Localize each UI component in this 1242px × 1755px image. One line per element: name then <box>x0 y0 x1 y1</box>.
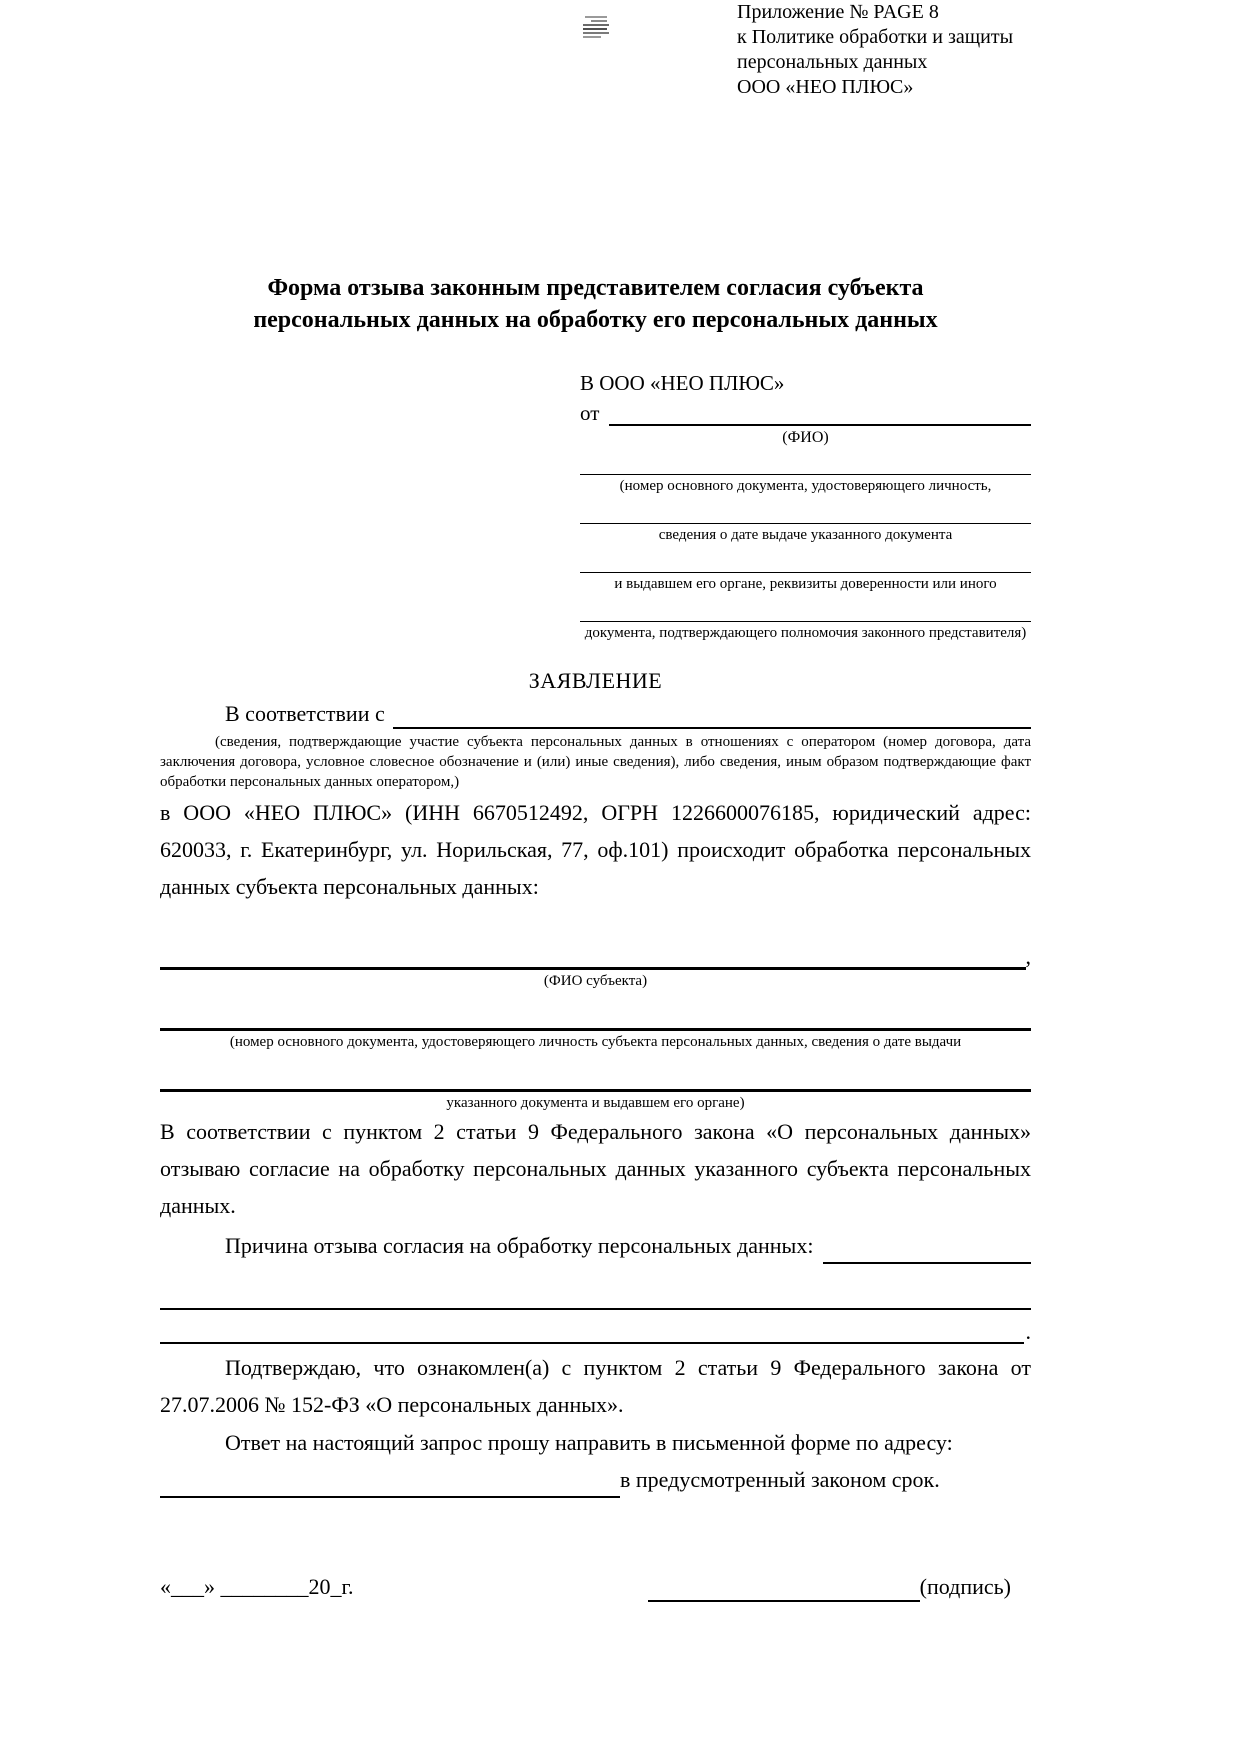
subject-fio-fill-line <box>160 932 1026 970</box>
reason-blank-line-1 <box>160 1276 1031 1310</box>
appendix-policy-line: к Политике обработки и защиты <box>737 26 1014 48</box>
reply-line-2-text: в предусмотренный законом срок. <box>620 1467 940 1492</box>
appendix-header <box>737 0 1037 100</box>
date-line: «___» ________20_г. <box>160 1574 354 1599</box>
subject-document-field <box>160 1005 1031 1052</box>
withdraw-paragraph: В соответствии с пунктом 2 статьи 9 Федерального закона «О персональных данных» отзываю согласие на обработку персональных данных указанного субъекта персональных данных. <box>160 1119 1031 1218</box>
statement-heading: ЗАЯВЛЕНИЕ <box>528 668 663 693</box>
reason-blank-row-1 <box>160 1276 1031 1310</box>
reply-line-1: Ответ на настоящий запрос прошу направить в письменной форме по адресу: <box>225 1430 953 1455</box>
confirm-paragraph: Подтверждаю, что ознакомлен(а) с пунктом 2 статьи 9 Федерального закона от 27.07.2006 № 152-ФЗ «О персональных данных». <box>160 1355 1031 1417</box>
document-title-line-2: персональных данных на обработку его персональных данных <box>253 307 938 333</box>
appendix-policy-line-2: персональных данных <box>737 51 928 73</box>
document-title-line-1: Форма отзыва законным представителем согласия субъекта <box>267 275 924 301</box>
signature-fill-line <box>648 1574 920 1602</box>
fill-line <box>580 554 1031 573</box>
subject-document-caption: (номер основного документа, удостоверяющего личность субъекта персональных данных, сведения о дате выдачи <box>229 1034 962 1050</box>
fill-line <box>580 456 1031 475</box>
reply-line-2 <box>160 1461 1031 1498</box>
appendix-number: Приложение № PAGE 8 <box>737 1 939 23</box>
basis-note: (сведения, подтверждающие участие субъекта персональных данных в отношениях с оператором (номер договора, дата заключения договора, условное словесное обозначение и (или) иные сведения), либо сведения, иным образом подтверждающие факт обработки персональных данных оператором,) <box>160 734 1031 790</box>
reason-period: . <box>1025 1319 1031 1344</box>
addressee-field <box>580 505 1031 545</box>
fill-line <box>580 603 1031 622</box>
addressee-to: В ООО «НЕО ПЛЮС» <box>580 371 785 395</box>
signature-block <box>648 1572 1011 1602</box>
subject-fio-row <box>160 932 1031 970</box>
subject-document-fill-line <box>160 1005 1031 1031</box>
subject-authority-fill-line <box>160 1066 1031 1092</box>
page-header-area <box>160 0 1031 192</box>
addressee-from-row <box>580 400 1031 426</box>
footer-row <box>160 1572 1031 1602</box>
embedded-text-lines-icon <box>583 16 609 38</box>
field-caption-issue-date: сведения о дате выдаче указанного документа <box>658 527 953 543</box>
intro-fill-line <box>393 727 1031 729</box>
addressee-field <box>580 603 1031 643</box>
reason-blank-line-2 <box>160 1310 1024 1344</box>
subject-fio-comma: , <box>1025 944 1031 969</box>
reason-row <box>160 1227 1031 1264</box>
reply-paragraph <box>160 1424 1031 1498</box>
signature-caption: (подпись) <box>919 1574 1011 1599</box>
reply-address-fill-line <box>160 1468 620 1498</box>
field-caption-representative-authority: документа, подтверждающего полномочия законного представителя) <box>584 625 1027 641</box>
field-caption-issuing-authority: и выдавшем его органе, реквизиты доверенности или иного <box>614 576 997 592</box>
document-title <box>160 272 1031 336</box>
field-caption-document-number: (номер основного документа, удостоверяющего личность, <box>619 478 992 494</box>
intro-row <box>160 699 1031 729</box>
appendix-company: ООО «НЕО ПЛЮС» <box>737 76 914 98</box>
operator-paragraph: в ООО «НЕО ПЛЮС» (ИНН 6670512492, ОГРН 1226600076185, юридический адрес: 620033, г. Екатеринбург, ул. Норильская, 77, оф.101) происходит обработка персональных данных субъекта персональных данных: <box>160 800 1031 899</box>
reason-blank-row-2 <box>160 1310 1031 1344</box>
intro-label: В соответствии с <box>225 701 385 726</box>
subject-authority-caption: указанного документа и выдавшем его органе) <box>446 1095 745 1111</box>
reason-fill-line <box>823 1262 1031 1264</box>
fill-line <box>580 505 1031 524</box>
subject-fio-caption: (ФИО субъекта) <box>543 973 648 989</box>
addressee-field <box>580 456 1031 496</box>
addressee-block <box>580 369 1031 643</box>
reason-label: Причина отзыва согласия на обработку персональных данных: <box>225 1233 814 1258</box>
fio-caption: (ФИО) <box>782 429 829 446</box>
subject-authority-field <box>160 1066 1031 1113</box>
from-label: от <box>580 401 600 425</box>
from-fill-line <box>609 424 1031 426</box>
addressee-field <box>580 554 1031 594</box>
